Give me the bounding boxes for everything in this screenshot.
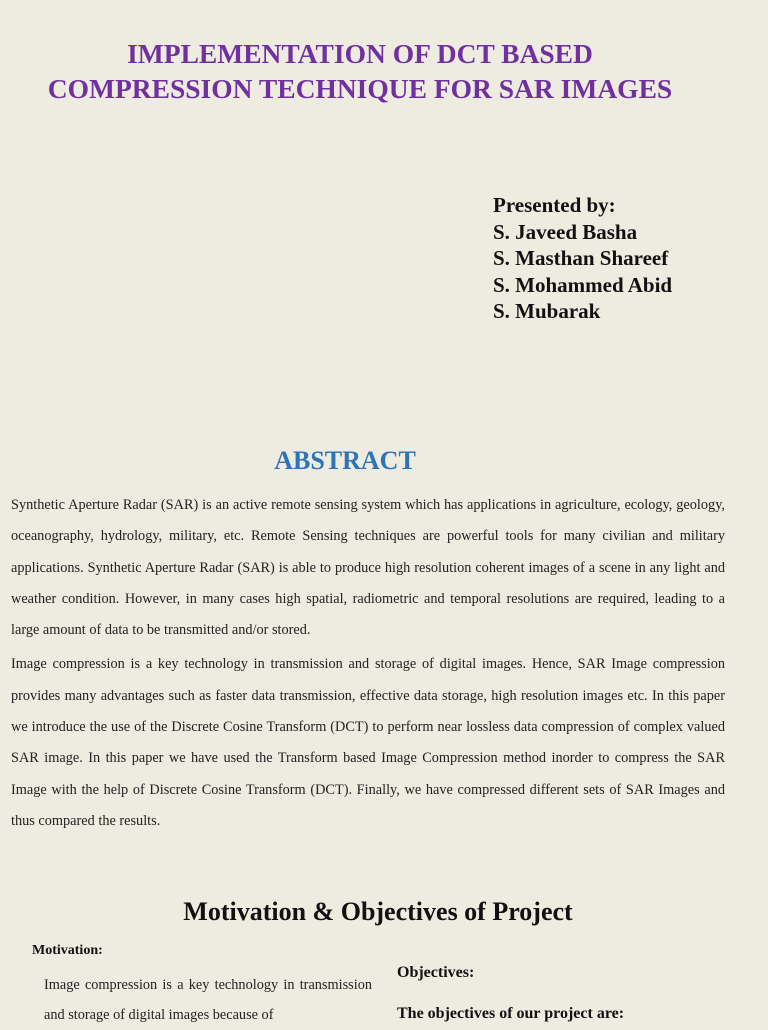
document-title [0, 36, 720, 106]
objectives-intro: The objectives of our project are: [397, 1005, 625, 1022]
motivation-text: Image compression is a key technology in transmission and storage of digital images because of [44, 977, 372, 1023]
abstract-paragraph: Synthetic Aperture Radar (SAR) is an active remote sensing system which has applications in agriculture, ecology, geology, oceanography, hydrology, military, etc. Remote Sensing techniques are powerful tools for many civilian and military applications. Synthetic Aperture Radar (SAR) is able to produce high resolution coherent images of a scene in any light and weather condition. However, in many cases high spatial, radiometric and temporal resolutions are required, leading to a large amount of data to be transmitted and/or stored. [11, 497, 725, 639]
presenter-name: S. Mubarak [493, 299, 601, 323]
abstract-heading: ABSTRACT [274, 446, 416, 475]
presenter-name: S. Javeed Basha [493, 219, 638, 244]
title-line-2: COMPRESSION TECHNIQUE FOR SAR IMAGES [47, 73, 673, 104]
presenters-block [493, 192, 672, 325]
abstract-paragraph: Image compression is a key technology in transmission and storage of digital images. Hence, SAR Image compression provides many advantages such as faster data transmission, effective data storage, high resolution images etc. In this paper we introduce the use of the Discrete Cosine Transform (DCT) to perform near lossless data compression of complex valued SAR image. In this paper we have used the Transform based Image Compression method inorder to compress the SAR Image with the help of Discrete Cosine Transform (DCT). Finally, we have compressed different sets of SAR Images and thus compared the results. [11, 656, 725, 829]
motivation-label: Motivation: [32, 943, 103, 958]
presenter-name: S. Masthan Shareef [493, 246, 669, 270]
title-line-1: IMPLEMENTATION OF DCT BASED [127, 38, 593, 69]
objectives-label: Objectives: [397, 964, 475, 981]
presenters-label: Presented by: [493, 193, 616, 217]
motivation-objectives-heading: Motivation & Objectives of Project [183, 897, 573, 926]
presenter-name: S. Mohammed Abid [493, 272, 673, 297]
abstract-body [11, 490, 725, 840]
